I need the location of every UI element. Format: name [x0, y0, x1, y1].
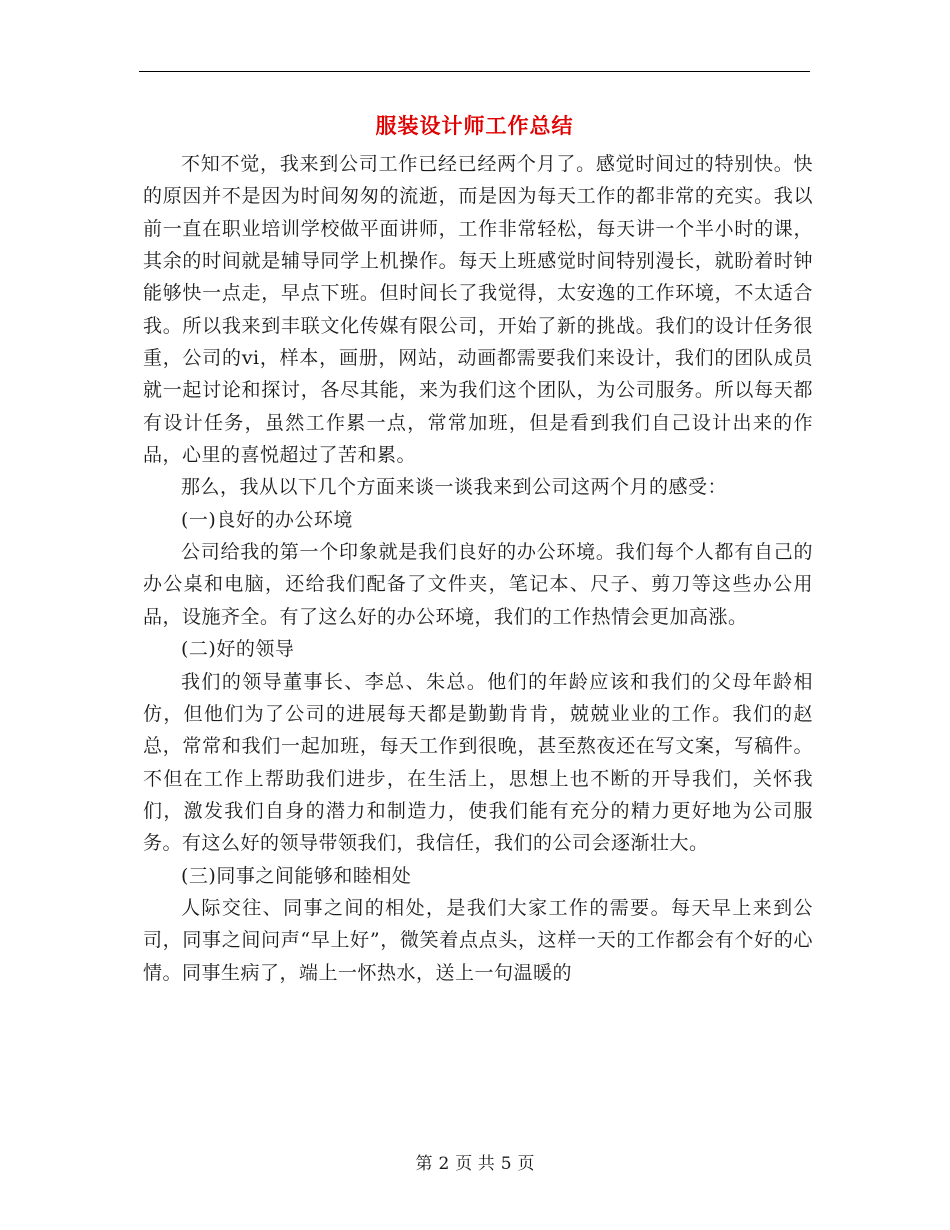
- document-title: 服装设计师工作总结: [375, 113, 574, 138]
- page-footer: [0, 1150, 950, 1178]
- section-heading-colleagues: (三)同事之间能够和睦相处: [181, 864, 412, 887]
- footer-suffix: 页: [517, 1154, 535, 1174]
- section-heading-leadership: (二)好的领导: [181, 638, 295, 661]
- paragraph-colleagues: 人际交往、同事之间的相处，是我们大家工作的需要。每天早上来到公司，同事之间问声“早上好”，微笑着点点头，这样一天的工作都会有个好的心情。同事生病了，端上一怀热水，送上一句温暖的: [143, 896, 813, 984]
- footer-middle: 页 共: [455, 1154, 495, 1174]
- paragraph-office: 公司给我的第一个印象就是我们良好的办公环境。我们每个人都有自己的办公桌和电脑，还给我们配备了文件夹，笔记本、尺子、剪刀等这些办公用品，设施齐全。有了这么好的办公环境，我们的工作热情会更加高涨。: [143, 541, 813, 628]
- footer-prefix: 第: [415, 1154, 433, 1174]
- footer-total-pages: 5: [500, 1154, 512, 1174]
- document-body: [143, 148, 813, 989]
- header-rule: [139, 71, 810, 72]
- paragraph-leadership: 我们的领导董事长、李总、朱总。他们的年龄应该和我们的父母年龄相仿，但他们为了公司的进展每天都是勤勤肯肯，兢兢业业的工作。我们的赵总，常常和我们一起加班，每天工作到很晚，甚至熬夜还在写文案，写稿件。不但在工作上帮助我们进步，在生活上，思想上也不断的开导我们，关怀我们，激发我们自身的潜力和制造力，使我们能有充分的精力更好地为公司服务。有这么好的领导带领我们，我信任，我们的公司会逐渐壮大。: [143, 670, 813, 855]
- section-heading-office: (一)良好的办公环境: [181, 508, 353, 531]
- paragraph-intro: 不知不觉，我来到公司工作已经已经两个月了。感觉时间过的特别快。快的原因并不是因为时间匆匆的流逝，而是因为每天工作的都非常的充实。我以前一直在职业培训学校做平面讲师，工作非常轻松，每天讲一个半小时的课，其余的时间就是辅导同学上机操作。每天上班感觉时间特别漫长，就盼着时钟能够快一点走，早点下班。但时间长了我觉得，太安逸的工作环境，不太适合我。所以我来到丰联文化传媒有限公司，开始了新的挑战。我们的设计任务很重，公司的vi，样本，画册，网站，动画都需要我们来设计，我们的团队成员就一起讨论和探讨，各尽其能，来为我们这个团队，为公司服务。所以每天都有设计任务，虽然工作累一点，常常加班，但是看到我们自己设计出来的作品，心里的喜悦超过了苦和累。: [143, 153, 813, 467]
- paragraph-overview: 那么，我从以下几个方面来谈一谈我来到公司这两个月的感受：: [181, 476, 728, 499]
- footer-current-page: 2: [438, 1154, 450, 1174]
